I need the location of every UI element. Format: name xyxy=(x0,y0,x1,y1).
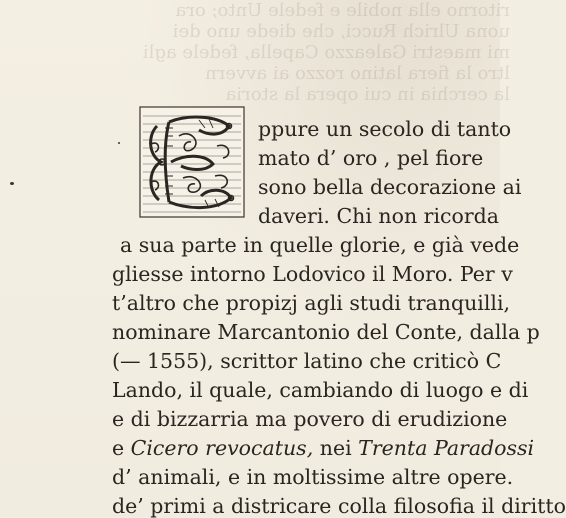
text-line: nominare Marcantonio del Conte, dalla p xyxy=(112,320,540,344)
text-line: daveri. Chi non ricorda xyxy=(258,204,499,228)
ink-speck xyxy=(118,142,120,144)
italic-title: Cicero revocatus, xyxy=(130,436,314,460)
text-segment: nei xyxy=(313,436,359,460)
text-line: gliesse intorno Lodovico il Moro. Per v xyxy=(112,262,513,286)
text-line: e di bizzarria ma povero di erudizione xyxy=(112,407,508,431)
text-line: a sua parte in quelle glorie, e già vede xyxy=(120,233,520,257)
text-line: (— 1555), scrittor latino che criticò C xyxy=(112,349,502,373)
bleed-through-text: ritorno ella nobile e fedele Unto; ora uona Ulrich Rucci, che diede uno dei mi maestri Galeazzo Capella, fedele agli ltro la fiera latino rozzo ai avvern la cerchia in cui opera la storia xyxy=(142,0,510,105)
text-line: de’ primi a districare colla filosofia il diritto xyxy=(112,494,566,518)
text-line: d’ animali, e in moltissime altre opere. xyxy=(112,465,514,489)
text-line: mato d’ oro , pel fiore xyxy=(258,146,484,170)
text-segment: e xyxy=(112,436,131,460)
text-line: t’altro che propizj agli studi tranquilli, xyxy=(112,291,511,315)
text-line: Lando, il quale, cambiando di luogo e di xyxy=(112,378,529,402)
text-line: ppure un secolo di tanto xyxy=(258,117,512,141)
text-line: sono bella decorazione ai xyxy=(258,175,522,199)
decorative-initial-e xyxy=(139,106,245,218)
italic-title: Trenta Paradossi xyxy=(358,436,535,460)
text-line-italic xyxy=(112,436,534,460)
ink-speck xyxy=(10,182,14,185)
